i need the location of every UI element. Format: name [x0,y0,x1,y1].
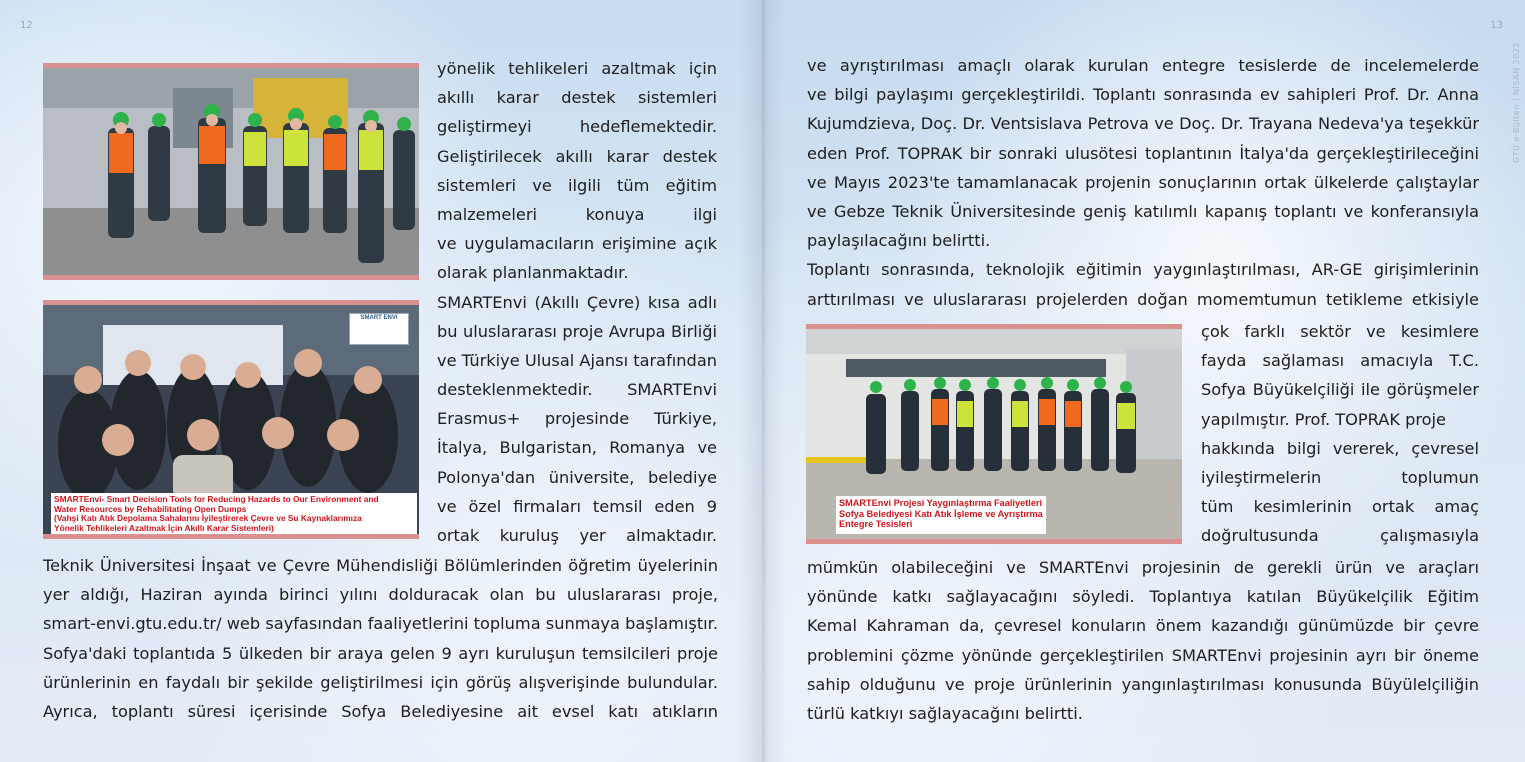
text-line: çok farklı sektör ve kesimlere [1201,322,1479,341]
text-line: iyileştirmelerin toplumun [1201,467,1479,487]
side-label: GTÜ e-Bülten | NİSAN 2022 [1512,42,1521,163]
smartenvi-logo-text: SMART ENVI [360,315,398,321]
left-full-width-text [43,551,718,726]
text-line: hakkında bilgi vererek, çevresel [1201,438,1479,458]
text-line: desteklenmektedir. SMARTEnvi [437,380,717,400]
facility-visit-photo [806,324,1182,544]
right-page [762,0,1525,762]
smartenvi-logo [349,313,409,345]
left-page [0,0,762,762]
site-visit-photo [43,63,419,280]
caption-line: (Vahşi Katı Atık Depolama Sahalarını İyileştirerek Çevre ve Su Kaynaklarımıza [54,513,362,523]
right-top-text [807,51,1479,314]
text-line: ve özel firmaları temsil eden 9 [437,496,717,516]
text-line: olarak planlanmaktadır. [437,263,629,283]
text-line: paylaşılacağını belirtti. [807,231,991,251]
text-line: sistemleri ve ilgili tüm eğitim [437,175,717,195]
page-number-right: 13 [1490,20,1503,31]
text-line: yapılmıştır. Prof. TOPRAK proje [1201,409,1447,429]
text-line: SMARTEnvi (Akıllı Çevre) kısa adlı [437,292,717,312]
text-line: problemini çözme yönünde gerçekleştirilen SMARTEnvi projesinin ayrı bir öneme [807,645,1479,665]
caption-line: Sofya Belediyesi Katı Atık İşleme ve Ayrıştırma [839,508,1043,519]
caption-line: Yönelik Tehlikeleri Azaltmak İçin Akıllı Karar Sistemleri) [54,522,274,533]
text-line: ortak kuruluş yer almaktadır. [437,526,717,546]
text-line: ve Mayıs 2023'te tamamlanacak projenin sonuçlarının ortak ülkelerde çalıştaylar [807,172,1479,192]
left-column-text [437,54,717,550]
right-column-text [1201,317,1479,551]
page-number-left: 12 [20,20,33,31]
text-line: tüm kesimlerinin ortak amaç [1201,497,1479,517]
text-line: eden Prof. TOPRAK bir sonraki ulusötesi toplantının İtalya'da gerçekleştirileceğini [807,143,1479,163]
text-line: ürünlerinin en faydalı bir şekilde geliştirilmesi için görüş alışverişinde bulundular. [43,672,718,692]
site-visit-photo-image [43,68,419,275]
photo-caption-facility [836,496,1046,534]
caption-line: Entegre Tesisleri [839,519,913,530]
caption-line: SMARTEnvi- Smart Decision Tools for Reducing Hazards to Our Environment and [54,494,379,504]
text-line: ve ayrıştırılması amaçlı olarak kurulan entegre tesislerde de incelemelerde [807,56,1479,75]
text-line: Kemal Kahraman da, çevresel konuların önem kazandığı günümüzde bir çevre [807,616,1479,636]
caption-line: Water Resources by Rehabilitating Open Dumps [54,503,247,514]
text-line: İtalya, Bulgaristan, Romanya ve [437,438,717,458]
text-line: Toplantı sonrasında, teknolojik eğitimin yaygınlaştırılması, AR-GE girişimlerinin [807,260,1479,280]
text-line: yönünde katkı sağlayacağını söyledi. Toplantıya katılan Büyükelçilik Eğitim [807,587,1479,607]
text-line: Sofya Büyükelçiliği ile görüşmeler [1201,380,1479,400]
right-bottom-text [807,553,1479,728]
text-line: doğrultusunda çalışmasıyla [1201,526,1479,546]
text-line: Teknik Üniversitesi İnşaat ve Çevre Mühendisliği Bölümlerinden öğretim üyelerinin [43,556,718,575]
text-line: sahip olduğunu ve proje ürünlerinin yangınlaştırılması konusunda Büyülelçiliğin [807,674,1479,694]
meeting-group-photo [43,300,419,539]
text-line: arttırılması ve uluslararası projelerden doğan momemtumun tetikleme etkisiyle [807,289,1479,309]
caption-line: SMARTEnvi Projesi Yaygınlaştırma Faaliyetleri [839,498,1043,508]
photo-caption-project [51,493,417,534]
text-line: yönelik tehlikeleri azaltmak için [437,59,717,78]
text-line: Kujumdzieva, Doç. Dr. Ventsislava Petrova ve Doç. Dr. Trayana Nedeva'ya teşekkür [807,114,1479,134]
text-line: ve Gebze Teknik Üniversitesinde geniş katılımlı kapanış toplantı ve konferansıyla [807,201,1479,221]
text-line: türlü katkıyı sağlayacağını belirtti. [807,703,1083,723]
text-line: yer aldığı, Haziran ayında birinci yılını dolduracak olan bu uluslararası proje, [43,585,718,605]
text-line: Ayrıca, toplantı süresi içerisinde Sofya Belediyesine ait evsel katı atıkların [43,701,718,721]
text-line: ve bilgi paylaşımı gerçekleştirildi. Toplantı sonrasında ev sahipleri Prof. Dr. Anna [807,85,1479,105]
book-gutter [740,0,786,762]
text-line: Sofya'daki toplantıda 5 ülkeden bir araya gelen 9 ayrı kuruluşun temsilcileri proje [43,643,718,663]
text-line: Erasmus+ projesinde Türkiye, [437,409,717,429]
text-line: malzemeleri konuya ilgi [437,204,717,224]
text-line: ve uygulamacıların erişimine açık [437,234,717,254]
text-line: mümkün olabileceğini ve SMARTEnvi projesinin de gerekli ürün ve araçları [807,558,1479,577]
text-line: akıllı karar destek sistemleri [437,88,717,108]
text-line: geliştirmeyi hedeflemektedir. [437,117,717,137]
text-line: fayda sağlaması amacıyla T.C. [1201,351,1479,371]
text-line: Polonya'dan üniversite, belediye [437,467,717,487]
text-line: Geliştirilecek akıllı karar destek [437,146,717,166]
text-line: smart-envi.gtu.edu.tr/ web sayfasından faaliyetlerini topluma sunmaya başlamıştır. [43,614,718,634]
text-line: ve Türkiye Ulusal Ajansı tarafından [437,350,717,370]
text-line: bu uluslararası proje Avrupa Birliği [437,321,717,341]
